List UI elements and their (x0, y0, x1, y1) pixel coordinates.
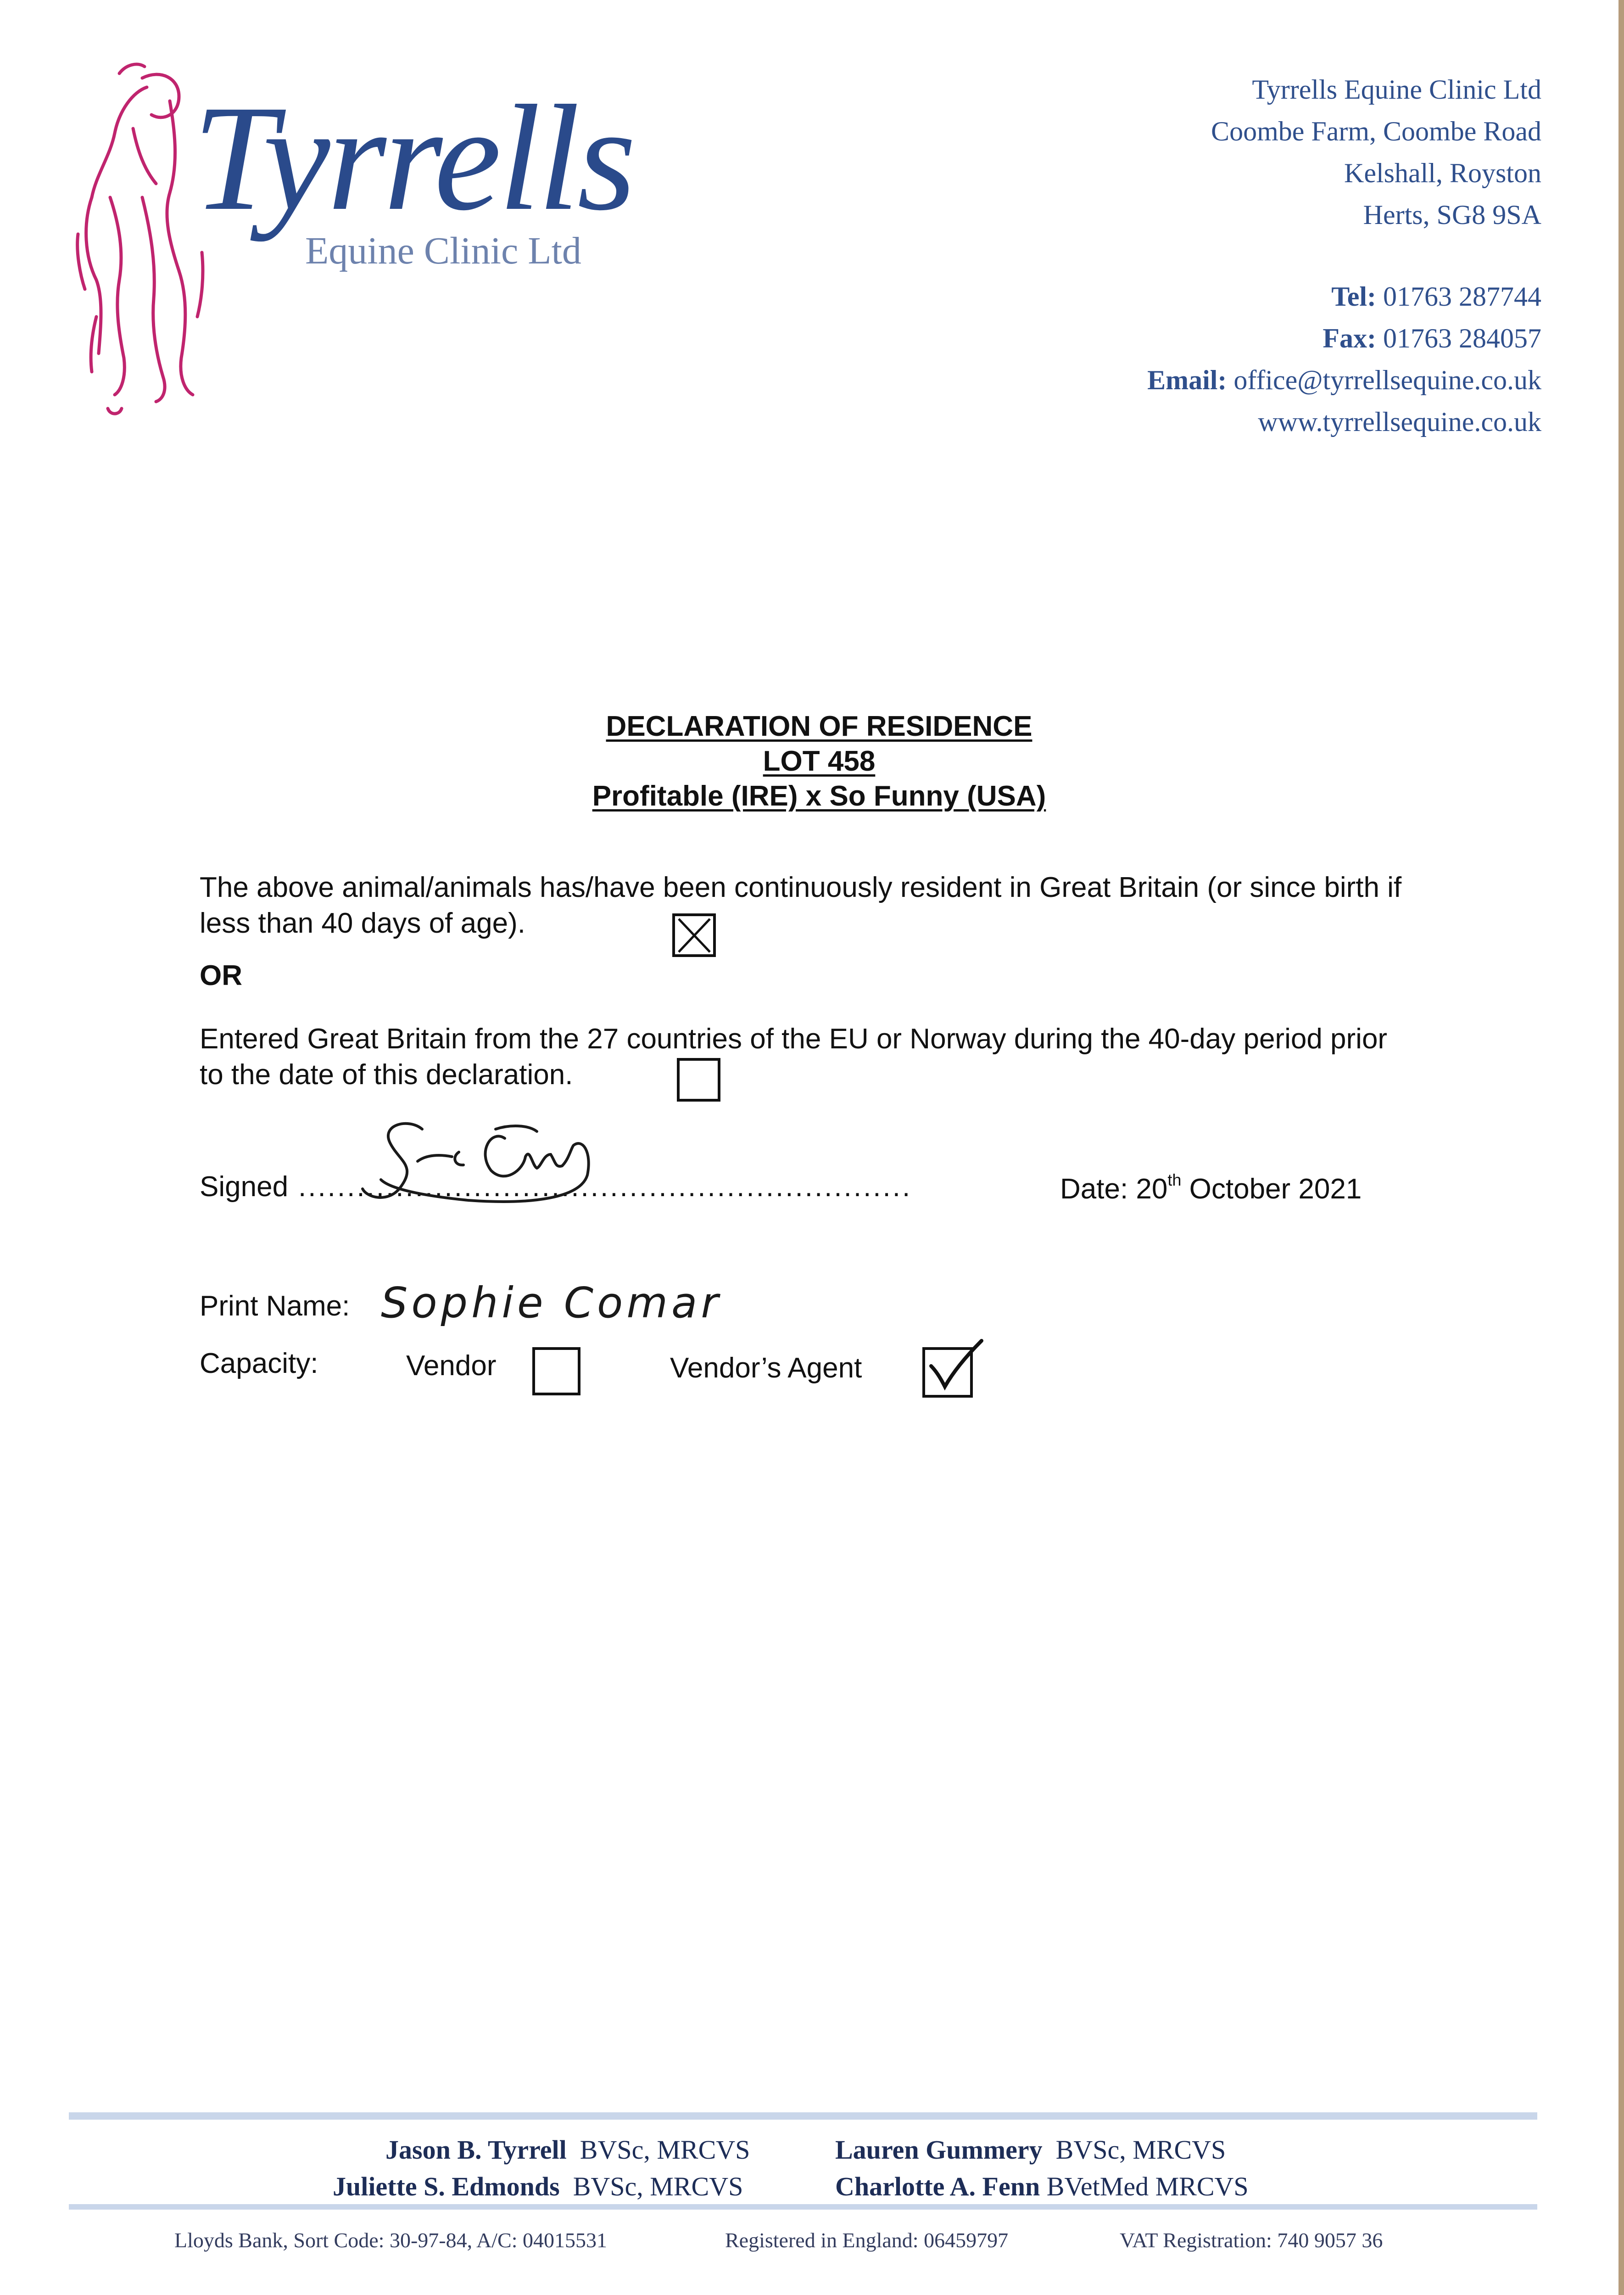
vendor-checkbox[interactable] (532, 1347, 580, 1395)
vendors-agent-checkbox[interactable] (922, 1347, 973, 1398)
vendor-label: Vendor (406, 1350, 497, 1382)
tel-value: 01763 287744 (1383, 281, 1541, 312)
or-label: OR (200, 960, 242, 991)
handwritten-name (376, 1271, 817, 1336)
fax-label: Fax: (1323, 323, 1376, 353)
lot-number: LOT 458 (763, 745, 876, 777)
signature-dotted-line: ............................................................... (298, 1171, 912, 1203)
option2-checkbox[interactable] (677, 1058, 720, 1102)
logo-title: Tyrrells (193, 74, 634, 242)
date-ordinal: th (1167, 1170, 1182, 1189)
website-line: www.tyrrellsequine.co.uk (1258, 407, 1541, 437)
date-value: October 2021 (1181, 1173, 1362, 1205)
vat-registration: VAT Registration: 740 9057 36 (1120, 2228, 1383, 2252)
company-registration: Registered in England: 06459797 (725, 2228, 1009, 2252)
logo-subtitle: Equine Clinic Ltd (305, 230, 581, 272)
footer-rule-top (69, 2112, 1537, 2120)
print-name-value: Sophie Comar (381, 1278, 722, 1327)
print-name-label: Print Name: (200, 1290, 350, 1322)
bank-details: Lloyds Bank, Sort Code: 30-97-84, A/C: 04015531 (174, 2228, 607, 2252)
staff-entry (835, 2173, 1249, 2200)
address-line: Coombe Farm, Coombe Road (1211, 116, 1541, 146)
email-line (1147, 359, 1541, 401)
handwritten-signature-icon (353, 1111, 711, 1230)
check-mark-icon (924, 1336, 984, 1396)
staff-entry (385, 2137, 750, 2163)
email-label: Email: (1147, 365, 1227, 395)
cross-mark-icon (672, 913, 716, 957)
footer-rule-bottom (69, 2204, 1537, 2210)
fax-value: 01763 284057 (1383, 323, 1541, 353)
document-title: DECLARATION OF RESIDENCE (606, 711, 1032, 742)
staff-quals: BVSc, MRCVS (1055, 2135, 1226, 2165)
email-value: office@tyrrellsequine.co.uk (1233, 365, 1541, 395)
staff-entry (333, 2173, 743, 2200)
staff-quals: BVetMed MRCVS (1046, 2172, 1249, 2201)
address-line: Herts, SG8 9SA (1363, 200, 1541, 230)
staff-name: Juliette S. Edmonds (333, 2172, 560, 2201)
staff-entry (835, 2137, 1226, 2163)
option1-text: The above animal/animals has/have been continuously resident in Great Britain (or since birth if less than 40 days of age). (200, 872, 1402, 939)
option2-text: Entered Great Britain from the 27 countries of the EU or Norway during the 40-day period prior to the date of this declaration. (200, 1023, 1388, 1091)
date-field (1060, 1170, 1362, 1205)
staff-name: Lauren Gummery (835, 2135, 1043, 2165)
vendors-agent-label: Vendor’s Agent (670, 1352, 862, 1384)
staff-quals: BVSc, MRCVS (573, 2172, 743, 2201)
staff-name: Charlotte A. Fenn (835, 2172, 1040, 2201)
capacity-label: Capacity: (200, 1348, 318, 1379)
date-label: Date: 20 (1060, 1173, 1168, 1205)
fax-line (1147, 318, 1541, 359)
address-line: Tyrrells Equine Clinic Ltd (1252, 74, 1541, 105)
scan-edge (1618, 0, 1624, 2295)
staff-quals: BVSc, MRCVS (580, 2135, 750, 2165)
address-block (1147, 69, 1541, 443)
address-line: Kelshall, Royston (1344, 158, 1541, 188)
option1-checkbox[interactable] (672, 913, 716, 957)
breeding-line: Profitable (IRE) x So Funny (USA) (592, 780, 1046, 812)
tel-label: Tel: (1331, 281, 1376, 312)
tel-line (1147, 276, 1541, 318)
signed-label: Signed (200, 1171, 289, 1203)
document-heading (0, 709, 1624, 814)
staff-name: Jason B. Tyrrell (385, 2135, 567, 2165)
